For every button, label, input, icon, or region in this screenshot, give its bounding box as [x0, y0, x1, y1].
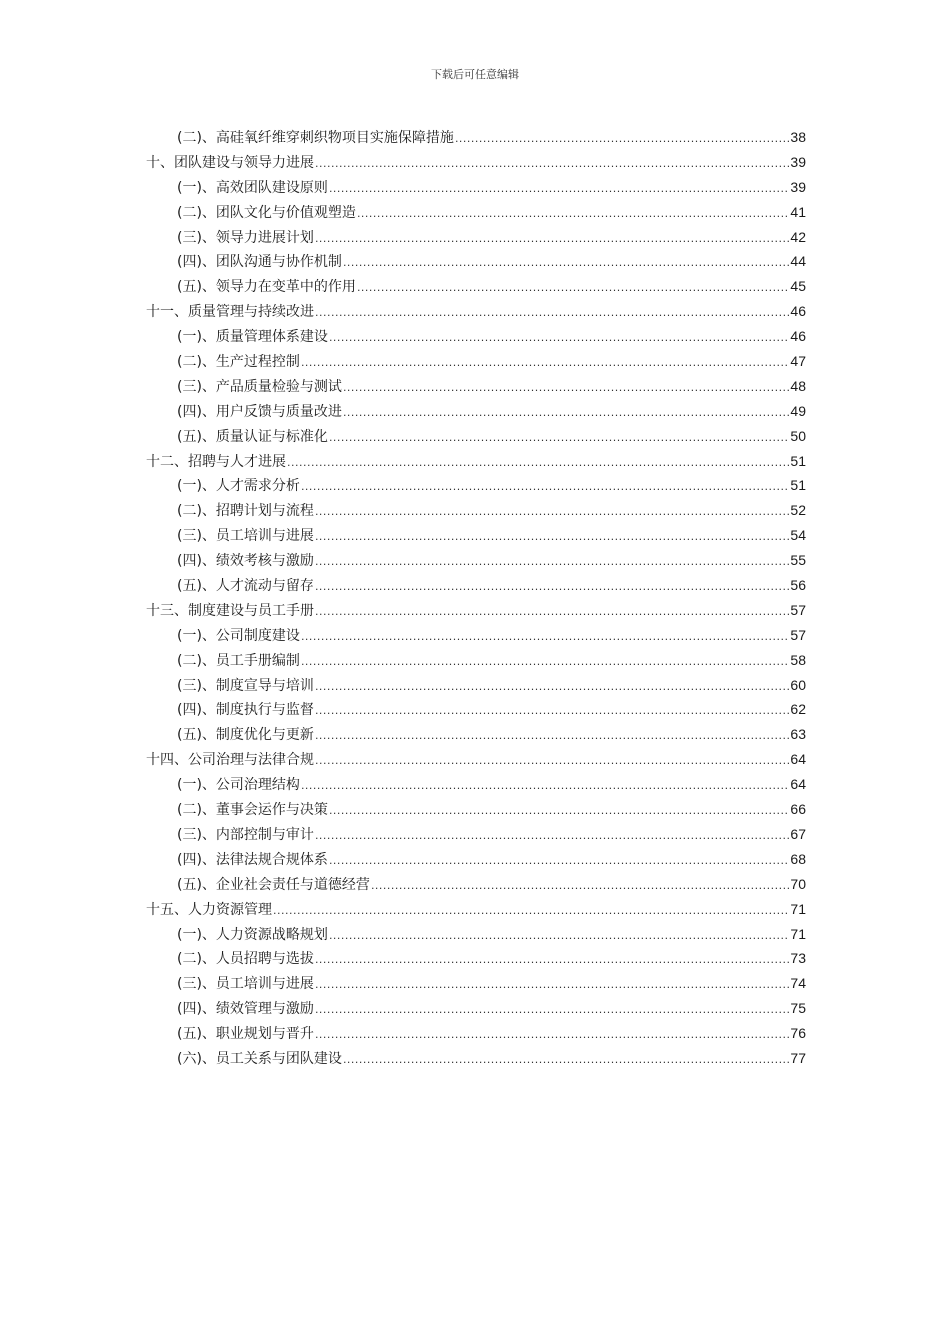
toc-dot-leader	[357, 276, 789, 301]
toc-entry-page-number: 39	[790, 178, 806, 195]
toc-dot-leader	[301, 351, 789, 376]
toc-entry-page-number: 51	[790, 477, 806, 494]
toc-entry-title: (三)、制度宣导与培训	[177, 677, 314, 694]
toc-entry-page-number: 58	[790, 651, 806, 668]
toc-section-entry[interactable]	[146, 424, 806, 449]
toc-dot-leader	[273, 899, 789, 924]
toc-entry-page-number: 73	[790, 950, 806, 967]
toc-entry-page-number: 77	[790, 1049, 806, 1066]
toc-entry-page-number: 48	[790, 377, 806, 394]
toc-entry-title: (五)、制度优化与更新	[177, 727, 314, 744]
toc-dot-leader	[329, 924, 789, 949]
toc-dot-leader	[315, 500, 789, 525]
toc-entry-page-number: 47	[790, 353, 806, 370]
toc-dot-leader	[315, 699, 789, 724]
toc-dot-leader	[301, 774, 789, 799]
toc-entry-page-number: 50	[790, 427, 806, 444]
toc-entry-title: (五)、领导力在变革中的作用	[177, 279, 356, 296]
toc-entry-title: (四)、绩效管理与激励	[177, 1001, 314, 1018]
toc-entry-page-number: 51	[790, 452, 806, 469]
toc-section-entry[interactable]	[146, 473, 806, 498]
toc-dot-leader	[315, 998, 789, 1023]
toc-entry-page-number: 57	[790, 626, 806, 643]
toc-section-entry[interactable]	[146, 498, 806, 523]
toc-entry-page-number: 39	[790, 153, 806, 170]
toc-entry-title: (二)、人员招聘与选拔	[177, 951, 314, 968]
toc-entry-page-number: 60	[790, 676, 806, 693]
toc-entry-page-number: 70	[790, 875, 806, 892]
toc-dot-leader	[315, 575, 789, 600]
toc-entry-title: (四)、绩效考核与激励	[177, 553, 314, 570]
toc-dot-leader	[329, 799, 789, 824]
toc-entry-title: (一)、公司制度建设	[177, 627, 300, 644]
toc-entry-title: 十二、招聘与人才进展	[146, 453, 286, 470]
toc-entry-title: (一)、人才需求分析	[177, 478, 300, 495]
toc-chapter-entry[interactable]	[146, 747, 806, 772]
toc-entry-title: (四)、用户反馈与质量改进	[177, 403, 342, 420]
toc-entry-title: (五)、职业规划与晋升	[177, 1026, 314, 1043]
toc-dot-leader	[315, 152, 789, 177]
toc-entry-title: (五)、质量认证与标准化	[177, 428, 328, 445]
toc-entry-page-number: 74	[790, 975, 806, 992]
toc-section-entry[interactable]	[146, 573, 806, 598]
toc-entry-title: (三)、内部控制与审计	[177, 826, 314, 843]
toc-entry-title: (六)、员工关系与团队建设	[177, 1050, 342, 1067]
toc-section-entry[interactable]	[146, 274, 806, 299]
toc-entry-page-number: 62	[790, 701, 806, 718]
toc-dot-leader	[343, 376, 789, 401]
toc-dot-leader	[301, 625, 789, 650]
toc-entry-page-number: 66	[790, 801, 806, 818]
toc-section-entry[interactable]	[146, 175, 806, 200]
toc-entry-title: (三)、产品质量检验与测试	[177, 378, 342, 395]
toc-section-entry[interactable]	[146, 648, 806, 673]
toc-dot-leader	[315, 824, 789, 849]
toc-entry-title: (四)、法律法规合规体系	[177, 851, 328, 868]
toc-dot-leader	[343, 401, 789, 426]
toc-entry-title: (二)、招聘计划与流程	[177, 503, 314, 520]
toc-entry-title: (二)、团队文化与价值观塑造	[177, 204, 356, 221]
toc-chapter-entry[interactable]	[146, 598, 806, 623]
toc-section-entry[interactable]	[146, 523, 806, 548]
toc-dot-leader	[315, 1023, 789, 1048]
toc-entry-page-number: 56	[790, 577, 806, 594]
toc-section-entry[interactable]	[146, 946, 806, 971]
toc-dot-leader	[301, 650, 789, 675]
toc-dot-leader	[329, 177, 789, 202]
toc-section-entry[interactable]	[146, 797, 806, 822]
toc-dot-leader	[315, 600, 789, 625]
toc-dot-leader	[357, 202, 789, 227]
toc-entry-title: (二)、高硅氧纤维穿刺织物项目实施保障措施	[177, 130, 454, 146]
toc-chapter-entry[interactable]	[146, 299, 806, 324]
toc-section-entry[interactable]	[146, 772, 806, 797]
toc-section-entry[interactable]	[146, 673, 806, 698]
toc-entry-title: (一)、公司治理结构	[177, 777, 300, 794]
toc-entry-page-number: 46	[790, 328, 806, 345]
toc-entry-title: (三)、领导力进展计划	[177, 229, 314, 246]
toc-section-entry[interactable]	[146, 822, 806, 847]
toc-entry-title: 十三、制度建设与员工手册	[146, 602, 314, 619]
toc-dot-leader	[315, 675, 789, 700]
toc-dot-leader	[315, 525, 789, 550]
toc-section-entry[interactable]	[146, 374, 806, 399]
toc-entry-title: (二)、董事会运作与决策	[177, 802, 328, 819]
toc-section-entry[interactable]	[146, 225, 806, 250]
toc-section-entry[interactable]	[146, 1021, 806, 1046]
toc-entry-page-number: 71	[790, 925, 806, 942]
toc-entry-page-number: 42	[790, 228, 806, 245]
toc-dot-leader	[315, 749, 789, 774]
toc-section-entry[interactable]	[146, 399, 806, 424]
toc-entry-title: (三)、员工培训与进展	[177, 528, 314, 545]
toc-entry-title: (二)、员工手册编制	[177, 652, 300, 669]
toc-section-entry[interactable]	[146, 971, 806, 996]
page-header: 下载后可任意编辑	[431, 68, 519, 81]
toc-entry-title: (一)、质量管理体系建设	[177, 329, 328, 346]
toc-dot-leader	[343, 1048, 789, 1073]
toc-section-entry[interactable]	[146, 922, 806, 947]
toc-entry-page-number: 57	[790, 601, 806, 618]
toc-entry-title: 十四、公司治理与法律合规	[146, 752, 314, 769]
toc-entry-title: 十五、人力资源管理	[146, 901, 272, 918]
toc-entry-page-number: 76	[790, 1025, 806, 1042]
toc-dot-leader	[287, 451, 789, 476]
toc-dot-leader	[329, 849, 789, 874]
table-of-contents	[146, 125, 806, 1071]
toc-dot-leader	[329, 426, 789, 451]
toc-section-entry[interactable]	[146, 548, 806, 573]
toc-section-entry[interactable]	[146, 623, 806, 648]
toc-entry-page-number: 44	[790, 253, 806, 270]
toc-entry-title: (五)、人才流动与留存	[177, 578, 314, 595]
toc-entry-title: 十、团队建设与领导力进展	[146, 154, 314, 171]
toc-dot-leader	[455, 127, 789, 152]
toc-dot-leader	[315, 973, 789, 998]
toc-section-entry[interactable]	[146, 872, 806, 897]
toc-entry-title: (一)、高效团队建设原则	[177, 179, 328, 196]
toc-section-entry[interactable]	[146, 1046, 806, 1071]
toc-dot-leader	[371, 874, 789, 899]
toc-section-entry[interactable]	[146, 722, 806, 747]
toc-entry-page-number: 38	[790, 129, 806, 145]
toc-entry-title: (一)、人力资源战略规划	[177, 926, 328, 943]
toc-entry-page-number: 46	[790, 303, 806, 320]
toc-chapter-entry[interactable]	[146, 150, 806, 175]
toc-chapter-entry[interactable]	[146, 449, 806, 474]
toc-dot-leader	[315, 301, 789, 326]
toc-section-entry[interactable]	[146, 324, 806, 349]
toc-dot-leader	[343, 251, 789, 276]
toc-entry-page-number: 55	[790, 552, 806, 569]
toc-entry-title: 十一、质量管理与持续改进	[146, 304, 314, 321]
toc-dot-leader	[315, 227, 789, 252]
toc-entry-page-number: 52	[790, 502, 806, 519]
toc-entry-page-number: 75	[790, 1000, 806, 1017]
toc-entry-title: (三)、员工培训与进展	[177, 976, 314, 993]
toc-section-entry[interactable]	[146, 847, 806, 872]
toc-entry-page-number: 41	[790, 203, 806, 220]
toc-chapter-entry[interactable]	[146, 897, 806, 922]
toc-section-entry[interactable]	[146, 249, 806, 274]
toc-entry-page-number: 45	[790, 278, 806, 295]
toc-entry-page-number: 54	[790, 527, 806, 544]
toc-entry-page-number: 64	[790, 751, 806, 768]
toc-entry-page-number: 67	[790, 825, 806, 842]
toc-entry-page-number: 71	[790, 900, 806, 917]
toc-dot-leader	[301, 475, 789, 500]
toc-section-entry[interactable]	[146, 697, 806, 722]
toc-section-entry[interactable]	[146, 125, 806, 150]
toc-entry-title: (二)、生产过程控制	[177, 354, 300, 371]
toc-dot-leader	[315, 948, 789, 973]
toc-section-entry[interactable]	[146, 349, 806, 374]
toc-entry-title: (四)、团队沟通与协作机制	[177, 254, 342, 271]
toc-section-entry[interactable]	[146, 996, 806, 1021]
toc-dot-leader	[315, 550, 789, 575]
toc-dot-leader	[329, 326, 789, 351]
toc-entry-page-number: 68	[790, 850, 806, 867]
toc-section-entry[interactable]	[146, 200, 806, 225]
toc-entry-page-number: 63	[790, 726, 806, 743]
toc-entry-title: (五)、企业社会责任与道德经营	[177, 876, 370, 893]
toc-dot-leader	[315, 724, 789, 749]
toc-entry-title: (四)、制度执行与监督	[177, 702, 314, 719]
toc-entry-page-number: 64	[790, 776, 806, 793]
toc-entry-page-number: 49	[790, 402, 806, 419]
